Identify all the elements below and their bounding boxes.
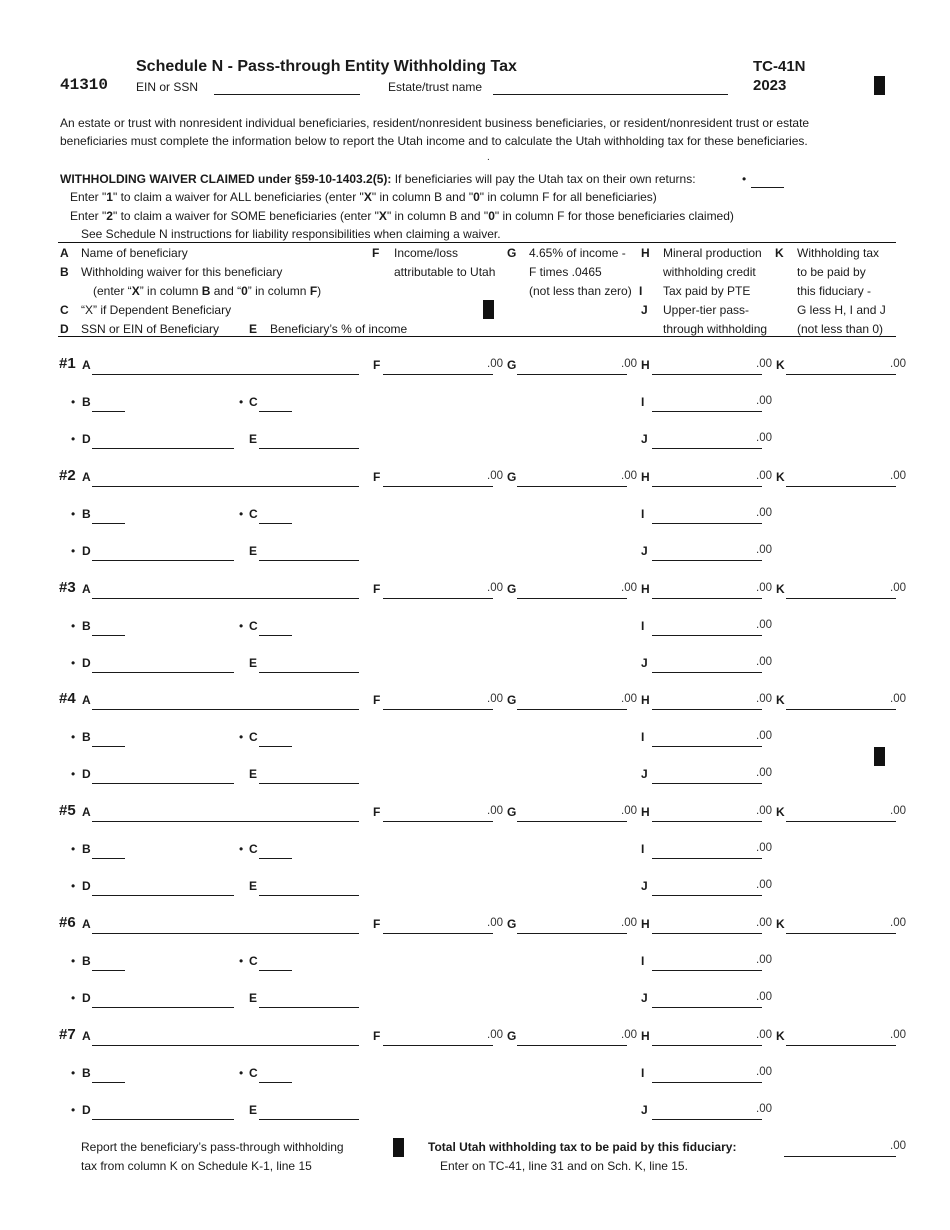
bullet-c: • [239,1066,244,1080]
row-g-label: G [507,1029,517,1043]
col-i-text: Tax paid by PTE [663,284,751,298]
row-d-label: D [82,432,91,446]
income-field[interactable] [383,1045,493,1046]
beneficiary-name-field[interactable] [92,821,359,822]
tax-465-cents: .00 [621,805,637,817]
row-i-label: I [641,1066,645,1080]
waiver-bullet: • [742,172,747,186]
income-percent-field[interactable] [259,1119,359,1120]
upper-tier-field[interactable] [652,1007,762,1008]
pte-tax-cents: .00 [756,395,772,407]
income-cents: .00 [487,693,503,705]
row-f-label: F [373,582,381,596]
row-a-label: A [82,470,91,484]
scan-mark-mid [874,747,885,766]
row-e-label: E [249,1103,258,1117]
col-e-text: Beneficiary’s % of income [270,322,408,336]
row-d-label: D [82,991,91,1005]
row-k-label: K [776,470,785,484]
estate-name-field[interactable] [493,94,728,95]
mineral-credit-cents: .00 [756,805,772,817]
row-j-label: J [641,991,648,1005]
ssn-ein-field[interactable] [92,560,234,561]
income-percent-field[interactable] [259,672,359,673]
col-k-text-1: Withholding tax [797,246,880,260]
row-d-label: D [82,544,91,558]
pte-tax-field[interactable] [652,970,762,971]
total-note: Enter on TC-41, line 31 and on Sch. K, line 15. [440,1159,688,1173]
col-k-text-4: G less H, I and J [797,303,886,317]
col-g-text-3: (not less than zero) [529,284,632,298]
waiver-x-field[interactable] [92,1082,125,1083]
col-b-text-2: (enter “X” in column B and “0” in column F) [93,284,322,298]
withholding-cents: .00 [890,582,906,594]
row-f-label: F [373,358,381,372]
row-g-label: G [507,693,517,707]
row-i-label: I [641,619,645,633]
col-f-text-2: attributable to Utah [394,265,496,279]
bullet-b: • [71,842,76,856]
income-cents: .00 [487,358,503,370]
col-b-letter: B [60,265,69,279]
beneficiary-name-field[interactable] [92,933,359,934]
col-f-text-1: Income/loss [394,246,459,260]
bullet-b: • [71,1066,76,1080]
col-g-letter: G [507,246,517,260]
row-h-label: H [641,470,650,484]
income-cents: .00 [487,1029,503,1041]
intro-line-1: An estate or trust with nonresident individual beneficiaries, resident/nonresident business beneficiaries, or resident/nonresident trust or estate [60,116,810,130]
row-number: #3 [59,579,76,596]
bullet-d: • [71,991,76,1005]
row-c-label: C [249,1066,258,1080]
dependent-x-field[interactable] [259,970,292,971]
dependent-x-field[interactable] [259,523,292,524]
row-d-label: D [82,1103,91,1117]
form-title: Schedule N - Pass-through Entity Withholding Tax [136,58,517,75]
mineral-credit-cents: .00 [756,582,772,594]
tax-465-field[interactable] [517,709,627,710]
withholding-field[interactable] [786,933,896,934]
col-h-letter: H [641,246,650,260]
row-b-label: B [82,507,91,521]
mineral-credit-field[interactable] [652,374,762,375]
withholding-cents: .00 [890,693,906,705]
upper-tier-cents: .00 [756,767,772,779]
row-j-label: J [641,879,648,893]
upper-tier-field[interactable] [652,1119,762,1120]
row-e-label: E [249,656,258,670]
bullet-d: • [71,1103,76,1117]
waiver-x-field[interactable] [92,746,125,747]
row-number: #7 [59,1026,76,1043]
row-j-label: J [641,656,648,670]
row-b-label: B [82,954,91,968]
col-j-letter: J [641,303,648,317]
ein-label: EIN or SSN [136,80,199,94]
income-cents: .00 [487,470,503,482]
col-a-text: Name of beneficiary [81,246,188,260]
col-j-text-2: through withholding [663,322,768,336]
scan-mark-header [483,300,494,319]
row-a-label: A [82,1029,91,1043]
pte-tax-cents: .00 [756,507,772,519]
income-percent-field[interactable] [259,783,359,784]
upper-tier-cents: .00 [756,432,772,444]
mineral-credit-field[interactable] [652,933,762,934]
withholding-field[interactable] [786,374,896,375]
col-h-text-1: Mineral production [663,246,762,260]
scan-mark-footer [393,1138,404,1157]
mineral-credit-cents: .00 [756,693,772,705]
pte-tax-cents: .00 [756,619,772,631]
row-k-label: K [776,358,785,372]
row-c-label: C [249,842,258,856]
upper-tier-field[interactable] [652,895,762,896]
row-b-label: B [82,730,91,744]
col-g-text-2: F times .0465 [529,265,602,279]
tax-465-cents: .00 [621,470,637,482]
ssn-ein-field[interactable] [92,895,234,896]
bullet-b: • [71,730,76,744]
row-g-label: G [507,470,517,484]
dependent-x-field[interactable] [259,635,292,636]
bullet-d: • [71,656,76,670]
mineral-credit-cents: .00 [756,917,772,929]
waiver-x-field[interactable] [92,858,125,859]
beneficiary-name-field[interactable] [92,1045,359,1046]
waiver-x-field[interactable] [92,523,125,524]
mineral-credit-field[interactable] [652,821,762,822]
ssn-ein-field[interactable] [92,448,234,449]
intro-dot: . [487,152,490,163]
row-number: #6 [59,914,76,931]
row-c-label: C [249,395,258,409]
col-k-text-3: this fiduciary - [797,284,872,298]
row-e-label: E [249,544,258,558]
col-a-letter: A [60,246,69,260]
mineral-credit-field[interactable] [652,709,762,710]
waiver-field[interactable] [751,187,784,188]
bullet-c: • [239,842,244,856]
col-j-text-1: Upper-tier pass- [663,303,750,317]
waiver-heading-bold: WITHHOLDING WAIVER CLAIMED under §59-10-1403.2(5): [60,172,392,186]
withholding-cents: .00 [890,917,906,929]
bullet-b: • [71,507,76,521]
row-h-label: H [641,582,650,596]
row-j-label: J [641,1103,648,1117]
row-b-label: B [82,395,91,409]
estate-label: Estate/trust name [388,80,483,94]
tax-465-field[interactable] [517,1045,627,1046]
row-number: #5 [59,802,76,819]
row-b-label: B [82,619,91,633]
row-c-label: C [249,730,258,744]
ssn-ein-field[interactable] [92,1007,234,1008]
row-f-label: F [373,1029,381,1043]
row-c-label: C [249,954,258,968]
row-e-label: E [249,991,258,1005]
col-e-letter: E [249,322,258,336]
mineral-credit-field[interactable] [652,486,762,487]
pte-tax-field[interactable] [652,746,762,747]
tax-465-field[interactable] [517,374,627,375]
pte-tax-field[interactable] [652,635,762,636]
upper-tier-field[interactable] [652,783,762,784]
tax-465-cents: .00 [621,1029,637,1041]
row-a-label: A [82,805,91,819]
total-withholding-field[interactable] [784,1156,896,1157]
withholding-field[interactable] [786,486,896,487]
income-field[interactable] [383,486,493,487]
income-field[interactable] [383,821,493,822]
row-j-label: J [641,767,648,781]
pte-tax-field[interactable] [652,523,762,524]
pte-tax-field[interactable] [652,1082,762,1083]
row-f-label: F [373,805,381,819]
bullet-d: • [71,767,76,781]
row-d-label: D [82,767,91,781]
col-k-text-5: (not less than 0) [797,322,884,336]
upper-tier-field[interactable] [652,560,762,561]
row-a-label: A [82,358,91,372]
row-e-label: E [249,432,258,446]
row-i-label: I [641,842,645,856]
row-b-label: B [82,1066,91,1080]
ein-field[interactable] [214,94,360,95]
ssn-ein-field[interactable] [92,783,234,784]
scan-mark-top [874,76,885,95]
header-top-rule [58,242,896,243]
row-g-label: G [507,358,517,372]
row-j-label: J [641,432,648,446]
bullet-d: • [71,432,76,446]
row-f-label: F [373,693,381,707]
col-d-text: SSN or EIN of Beneficiary [81,322,220,336]
upper-tier-field[interactable] [652,672,762,673]
pte-tax-cents: .00 [756,730,772,742]
row-f-label: F [373,470,381,484]
mineral-credit-field[interactable] [652,598,762,599]
intro-line-2: beneficiaries must complete the information below to report the Utah income and to calculate the Utah withholding tax for these beneficiaries. [60,134,808,148]
row-c-label: C [249,619,258,633]
income-field[interactable] [383,598,493,599]
income-percent-field[interactable] [259,1007,359,1008]
row-g-label: G [507,582,517,596]
col-h-text-2: withholding credit [663,265,756,279]
income-field[interactable] [383,709,493,710]
dependent-x-field[interactable] [259,1082,292,1083]
row-i-label: I [641,507,645,521]
bullet-c: • [239,507,244,521]
income-percent-field[interactable] [259,448,359,449]
row-i-label: I [641,730,645,744]
pte-tax-field[interactable] [652,411,762,412]
bullet-d: • [71,544,76,558]
bullet-c: • [239,395,244,409]
row-a-label: A [82,693,91,707]
col-f-letter: F [372,246,380,260]
col-i-letter: I [639,284,643,298]
row-k-label: K [776,693,785,707]
withholding-field[interactable] [786,598,896,599]
col-k-letter: K [775,246,784,260]
pte-tax-field[interactable] [652,858,762,859]
upper-tier-cents: .00 [756,544,772,556]
waiver-heading [60,172,696,186]
income-field[interactable] [383,374,493,375]
dependent-x-field[interactable] [259,746,292,747]
withholding-field[interactable] [786,821,896,822]
tax-465-cents: .00 [621,358,637,370]
waiver-x-field[interactable] [92,635,125,636]
mineral-credit-field[interactable] [652,1045,762,1046]
col-g-text-1: 4.65% of income - [529,246,626,260]
row-c-label: C [249,507,258,521]
row-h-label: H [641,693,650,707]
upper-tier-cents: .00 [756,1103,772,1115]
tax-465-field[interactable] [517,821,627,822]
tax-465-cents: .00 [621,582,637,594]
upper-tier-cents: .00 [756,879,772,891]
dependent-x-field[interactable] [259,858,292,859]
row-b-label: B [82,842,91,856]
footer-note-2: tax from column K on Schedule K-1, line 15 [81,1159,312,1173]
col-c-text: “X” if Dependent Beneficiary [81,303,232,317]
total-label: Total Utah withholding tax to be paid by this fiduciary: [428,1140,737,1154]
tax-465-field[interactable] [517,486,627,487]
withholding-field[interactable] [786,1045,896,1046]
row-h-label: H [641,1029,650,1043]
form-year: 2023 [753,77,787,94]
row-number: #1 [59,355,76,372]
withholding-cents: .00 [890,805,906,817]
col-d-letter: D [60,322,69,336]
row-h-label: H [641,917,650,931]
row-a-label: A [82,582,91,596]
row-f-label: F [373,917,381,931]
row-k-label: K [776,582,785,596]
row-i-label: I [641,395,645,409]
row-k-label: K [776,805,785,819]
dependent-x-field[interactable] [259,411,292,412]
waiver-line-all: Enter "1" to claim a waiver for ALL beneficiaries (enter "X" in column B and "0" in column F for all beneficiaries) [70,190,657,204]
waiver-x-field[interactable] [92,411,125,412]
row-h-label: H [641,805,650,819]
pte-tax-cents: .00 [756,954,772,966]
row-d-label: D [82,879,91,893]
row-h-label: H [641,358,650,372]
income-percent-field[interactable] [259,560,359,561]
row-d-label: D [82,656,91,670]
row-i-label: I [641,954,645,968]
bullet-d: • [71,879,76,893]
upper-tier-cents: .00 [756,656,772,668]
header-bottom-rule [58,336,896,337]
waiver-heading-rest: If beneficiaries will pay the Utah tax on their own returns: [391,172,696,186]
withholding-cents: .00 [890,358,906,370]
row-k-label: K [776,1029,785,1043]
pte-tax-cents: .00 [756,1066,772,1078]
bullet-b: • [71,954,76,968]
beneficiary-name-field[interactable] [92,374,359,375]
bullet-b: • [71,619,76,633]
tax-465-field[interactable] [517,933,627,934]
waiver-line-some: Enter "2" to claim a waiver for SOME beneficiaries (enter "X" in column B and "0" in column F for those beneficiaries claimed) [70,209,734,223]
form-code: TC-41N [753,58,806,75]
row-a-label: A [82,917,91,931]
total-cents: .00 [890,1140,906,1152]
bullet-c: • [239,730,244,744]
mineral-credit-cents: .00 [756,1029,772,1041]
waiver-x-field[interactable] [92,970,125,971]
row-g-label: G [507,917,517,931]
pte-tax-cents: .00 [756,842,772,854]
form-number: 41310 [60,76,109,94]
col-b-text: Withholding waiver for this beneficiary [81,265,283,279]
row-j-label: J [641,544,648,558]
ssn-ein-field[interactable] [92,672,234,673]
row-g-label: G [507,805,517,819]
income-field[interactable] [383,933,493,934]
beneficiary-name-field[interactable] [92,709,359,710]
mineral-credit-cents: .00 [756,358,772,370]
waiver-line-note: See Schedule N instructions for liability responsibilities when claiming a waiver. [81,227,501,241]
withholding-field[interactable] [786,709,896,710]
row-number: #4 [59,690,76,707]
income-cents: .00 [487,582,503,594]
row-number: #2 [59,467,76,484]
col-c-letter: C [60,303,69,317]
bullet-b: • [71,395,76,409]
bullet-c: • [239,619,244,633]
row-e-label: E [249,879,258,893]
tax-465-cents: .00 [621,917,637,929]
col-k-text-2: to be paid by [797,265,866,279]
upper-tier-field[interactable] [652,448,762,449]
income-cents: .00 [487,805,503,817]
beneficiary-name-field[interactable] [92,486,359,487]
tax-465-cents: .00 [621,693,637,705]
withholding-cents: .00 [890,470,906,482]
income-cents: .00 [487,917,503,929]
income-percent-field[interactable] [259,895,359,896]
ssn-ein-field[interactable] [92,1119,234,1120]
tax-465-field[interactable] [517,598,627,599]
footer-note-1: Report the beneficiary’s pass-through withholding [81,1140,344,1154]
row-k-label: K [776,917,785,931]
bullet-c: • [239,954,244,968]
upper-tier-cents: .00 [756,991,772,1003]
row-e-label: E [249,767,258,781]
mineral-credit-cents: .00 [756,470,772,482]
withholding-cents: .00 [890,1029,906,1041]
beneficiary-name-field[interactable] [92,598,359,599]
